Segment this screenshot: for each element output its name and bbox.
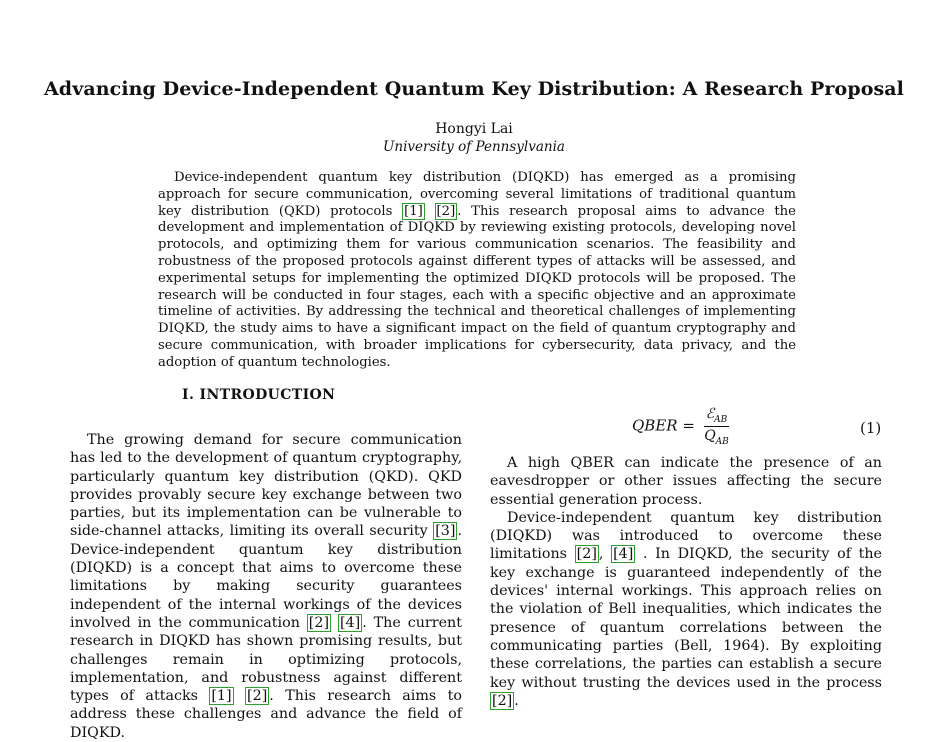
intro-left-column [70, 431, 462, 742]
equation-denominator: $Q_{AB}$ [704, 427, 729, 447]
body-text: . Device-independent quantum key distribution (DIQKD) is a concept that aims to overcome these limitations by making security guarantees independent of the internal workings of the devices involved in the communication [70, 523, 462, 631]
citation-link[interactable]: [2] [436, 203, 456, 219]
body-text: The growing demand for secure communication has led to the development of quantum cryptography, particularly quantum key distribution (QKD). QKD provides provably secure key exchange between two parties, but its implementation can be vulnerable to side-channel attacks, limiting its overall security [70, 432, 462, 540]
abstract-text: . This research proposal aims to advance the development and implementation of DIQKD by reviewing existing protocols, developing novel protocols, and optimizing them for various communication scenarios. The feasibility and robustness of the proposed protocols against different types of attacks will be assessed, and experimental setups for implementing the optimized DIQKD protocols will be proposed. The research will be conducted in four stages, each with a specific objective and an approximate timeline of activities. By addressing the technical and theoretical challenges of implementing DIQKD, the study aims to have a significant impact on the field of quantum cryptography and secure communication, with broader implications for cybersecurity, data privacy, and the adoption of quantum technologies. [158, 203, 796, 370]
intro-right-column [490, 454, 882, 710]
abstract-text: Device-independent quantum key distribution (DIQKD) has emerged as a promising approach for secure communication, overcoming several limitations of traditional quantum key distribution (QKD) protocols [158, 170, 796, 219]
abstract [158, 170, 796, 372]
body-text: . This research aims to address these challenges and advance the field of DIQKD. [70, 688, 463, 741]
body-paragraph: Device-independent quantum key distribution (DIQKD) was introduced to overcome these limitations [2] , [4] . In DIQKD, the security of the key exchange is guaranteed independently of the devices' internal workings. This approach relies on the violation of Bell inequalities, which indicates the presence of quantum correlations between the communicating parties (Bell, 1964). By exploiting these correlations, the parties can establish a secure key without trusting the devices used in the process [2] . [490, 509, 883, 709]
equation-number: (1) [860, 419, 882, 437]
equation-qber [632, 406, 729, 447]
citation-link[interactable]: [1] [404, 203, 423, 219]
citation-link[interactable]: [3] [435, 523, 456, 540]
body-text: . The current research in DIQKD has shown promising results, but challenges remain in optimizing protocols, implementation, and robustness against different types of attacks [70, 614, 462, 705]
author-name: Hongyi Lai [435, 121, 513, 137]
equation-fraction [704, 406, 730, 447]
citation-link[interactable]: [2] [492, 692, 513, 709]
section-heading: I. INTRODUCTION [182, 387, 336, 403]
citation-link[interactable]: [4] [613, 546, 634, 563]
body-paragraph: A high QBER can indicate the presence of an eavesdropper or other issues affecting the secure essential generation process. [490, 455, 882, 508]
author-affiliation: University of Pennsylvania [383, 139, 565, 155]
citation-link[interactable]: [2] [247, 688, 268, 705]
citation-link[interactable]: [2] [308, 614, 330, 631]
equation-lhs: QBER = [632, 416, 695, 435]
citation-link[interactable]: [2] [576, 546, 597, 563]
equation-numerator: ℰ$_{AB}$ [705, 406, 728, 425]
citation-link[interactable]: [4] [339, 614, 361, 631]
citation-link[interactable]: [1] [211, 688, 232, 705]
paper-title: Advancing Device-Independent Quantum Key Distribution: A Research Proposal [43, 78, 905, 100]
